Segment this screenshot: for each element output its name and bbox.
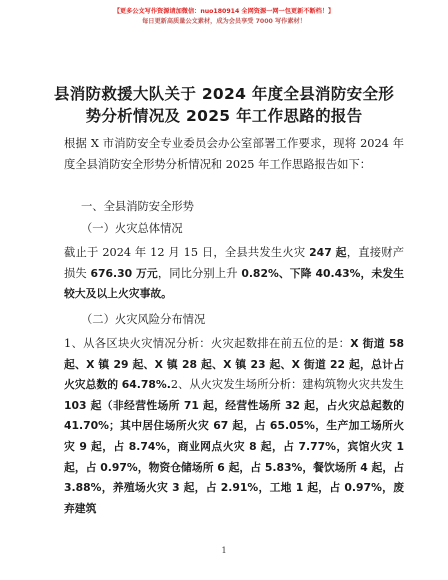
fire-overview-run: ，未发生较大及以上火灾事故。	[64, 266, 405, 301]
subsection-heading-fire-overview: （一）火灾总体情况	[81, 222, 183, 235]
fire-overview-run: ，直接财产损失	[64, 246, 405, 280]
document-title-line2: 势分析情况及 2025 年工作思路的报告	[85, 107, 363, 125]
distribution-run: 103 起	[64, 398, 102, 412]
promo-banner-line2: 每日更新高质量公文素材，成为会员享受 7000 写作素材！	[142, 18, 306, 25]
fire-overview-run: 40.43%	[315, 266, 361, 280]
fire-overview-run: 、下降	[278, 266, 316, 280]
distribution-run: （非经营性场所 71 起，经营性场所 32 起，占火灾总起数的 41.70%；其中居住场所火灾 67 起，占 65.05%，生产加工场所火灾 9 起，占 8.74%，商业网点火灾 8 起，占 7.77%，宾馆火灾 1 起，占 0.97%，物资仓储场所 6 起，占 5.83%，餐饮场所 4 起，占 3.88%，养殖场火灾 3 起，占 2.91%，工地 1 起，占 0.97%，废弃建筑	[64, 398, 404, 515]
page-number: 1	[221, 546, 227, 555]
fire-overview-paragraph	[64, 243, 404, 305]
fire-overview-run: 0.82%	[241, 266, 279, 280]
fire-overview-run: ，同比分别上升	[157, 266, 242, 280]
distribution-run: 1、从各区块火灾情况分析：火灾起数排在前五位的是：	[64, 337, 351, 350]
risk-distribution-paragraph	[64, 334, 404, 519]
distribution-run: X 街道 58 起、X 镇 29 起、X 镇 28 起、X 镇 23 起、X 街道 22 起，总计占火灾总数的 64.78%.	[64, 337, 404, 392]
intro-paragraph: 根据 X 市消防安全专业委员会办公室部署工作要求，现将 2024 年度全县消防安全形势分析情况和 2025 年工作思路报告如下：	[64, 137, 404, 171]
document-title-line1: 县消防救援大队关于 2024 年度全县消防安全形	[53, 85, 395, 103]
fire-overview-run: 截止于 2024 年 12 月 15 日，全县共发生火灾	[64, 246, 310, 259]
fire-overview-run: 676.30 万元	[90, 266, 158, 280]
distribution-run: 2、从火灾发生场所分析：建构筑物火灾共发生	[170, 378, 404, 392]
promo-banner-line1: 【更多公文写作资源请加微信：nuo180914 全网资源一网一包更新不断档！】	[113, 8, 335, 15]
section-heading-1: 一、全县消防安全形势	[81, 200, 194, 213]
subsection-heading-risk-distribution: （二）火灾风险分布情况	[81, 313, 206, 326]
fire-overview-run: 247 起	[309, 246, 347, 259]
